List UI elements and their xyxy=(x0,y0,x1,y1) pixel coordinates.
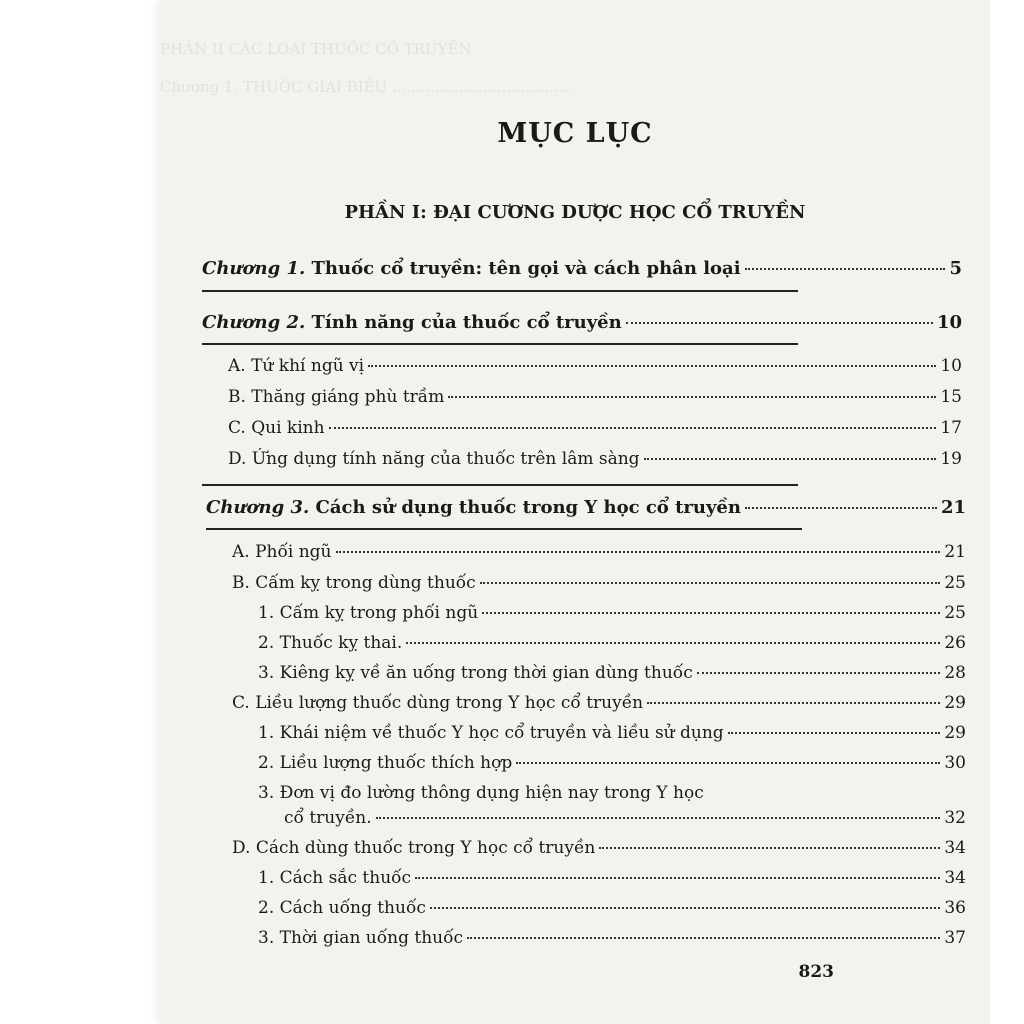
chapter-divider xyxy=(202,343,798,345)
page-title: MỤC LỤC xyxy=(497,118,653,149)
toc-entry[interactable]: A. Tứ khí ngũ vị 10 xyxy=(228,356,962,376)
toc-entry[interactable]: B. Thăng giáng phù trầm 15 xyxy=(228,387,962,407)
toc-subentry[interactable]: 1. Khái niệm về thuốc Y học cổ truyền và liều sử dụng 29 xyxy=(258,723,966,743)
chapter-label: Chương 2. Tính năng của thuốc cổ truyền xyxy=(202,312,622,333)
leader-dots xyxy=(482,612,940,614)
toc-subentry-first-line: 3. Đơn vị đo lường thông dụng hiện nay trong Y học xyxy=(258,783,704,803)
leader-dots xyxy=(644,458,937,460)
toc-subentry[interactable]: 1. Cách sắc thuốc 34 xyxy=(258,868,966,888)
leader-dots xyxy=(336,551,941,553)
toc-chapter-3[interactable] xyxy=(206,497,966,518)
toc-subentry[interactable]: 2. Liều lượng thuốc thích hợp 30 xyxy=(258,753,966,773)
toc-subentry[interactable]: 1. Cấm kỵ trong phối ngũ 25 xyxy=(258,603,966,623)
leader-dots xyxy=(376,817,941,819)
toc-chapter-2[interactable] xyxy=(202,312,962,333)
chapter-divider xyxy=(206,528,802,530)
leader-dots xyxy=(728,732,941,734)
part-heading: PHẦN I: ĐẠI CƯƠNG DƯỢC HỌC CỔ TRUYỀN xyxy=(344,202,806,223)
chapter-label: Chương 3. Cách sử dụng thuốc trong Y học cổ truyền xyxy=(206,497,741,518)
toc-subentry[interactable]: 2. Thuốc kỵ thai. 26 xyxy=(258,633,966,653)
toc-entry[interactable]: D. Ứng dụng tính năng của thuốc trên lâm sàng 19 xyxy=(228,449,962,469)
leader-dots xyxy=(516,762,940,764)
toc-entry[interactable]: C. Liều lượng thuốc dùng trong Y học cổ truyền 29 xyxy=(232,693,966,713)
toc-entry[interactable]: D. Cách dùng thuốc trong Y học cổ truyền 34 xyxy=(232,838,966,858)
book-page xyxy=(160,0,990,1024)
page-number: 823 xyxy=(798,962,834,982)
chapter-divider xyxy=(202,484,798,486)
toc-subentry[interactable]: 3. Thời gian uống thuốc 37 xyxy=(258,928,966,948)
toc-subentry[interactable]: 3. Kiêng kỵ về ăn uống trong thời gian dùng thuốc 28 xyxy=(258,663,966,683)
toc-subentry[interactable]: cổ truyền. 32 xyxy=(284,808,966,828)
leader-dots xyxy=(415,877,940,879)
leader-dots xyxy=(599,847,940,849)
toc-entry[interactable]: A. Phối ngũ 21 xyxy=(232,542,966,562)
chapter-divider xyxy=(202,290,798,292)
bleed-through-text: PHẦN II CÁC LOẠI THUỐC CỔ TRUYỀN xyxy=(160,40,472,58)
leader-dots xyxy=(467,937,940,939)
leader-dots xyxy=(745,268,946,270)
toc-entry[interactable]: C. Qui kinh 17 xyxy=(228,418,962,438)
leader-dots xyxy=(406,642,940,644)
leader-dots xyxy=(647,702,940,704)
leader-dots xyxy=(745,507,937,509)
leader-dots xyxy=(329,427,937,429)
bleed-through-text: Chương 1. THUỐC GIẢI BIỂU ...................................... xyxy=(160,78,574,96)
chapter-page: 21 xyxy=(940,497,966,518)
leader-dots xyxy=(368,365,936,367)
toc-chapter-1[interactable] xyxy=(202,258,962,279)
chapter-page: 5 xyxy=(949,258,962,279)
leader-dots xyxy=(480,582,941,584)
chapter-label: Chương 1. Thuốc cổ truyền: tên gọi và cách phân loại xyxy=(202,258,741,279)
leader-dots xyxy=(697,672,941,674)
toc-entry[interactable]: B. Cấm kỵ trong dùng thuốc 25 xyxy=(232,573,966,593)
leader-dots xyxy=(448,396,936,398)
leader-dots xyxy=(430,907,940,909)
leader-dots xyxy=(626,322,933,324)
chapter-page: 10 xyxy=(936,312,962,333)
toc-subentry[interactable]: 2. Cách uống thuốc 36 xyxy=(258,898,966,918)
